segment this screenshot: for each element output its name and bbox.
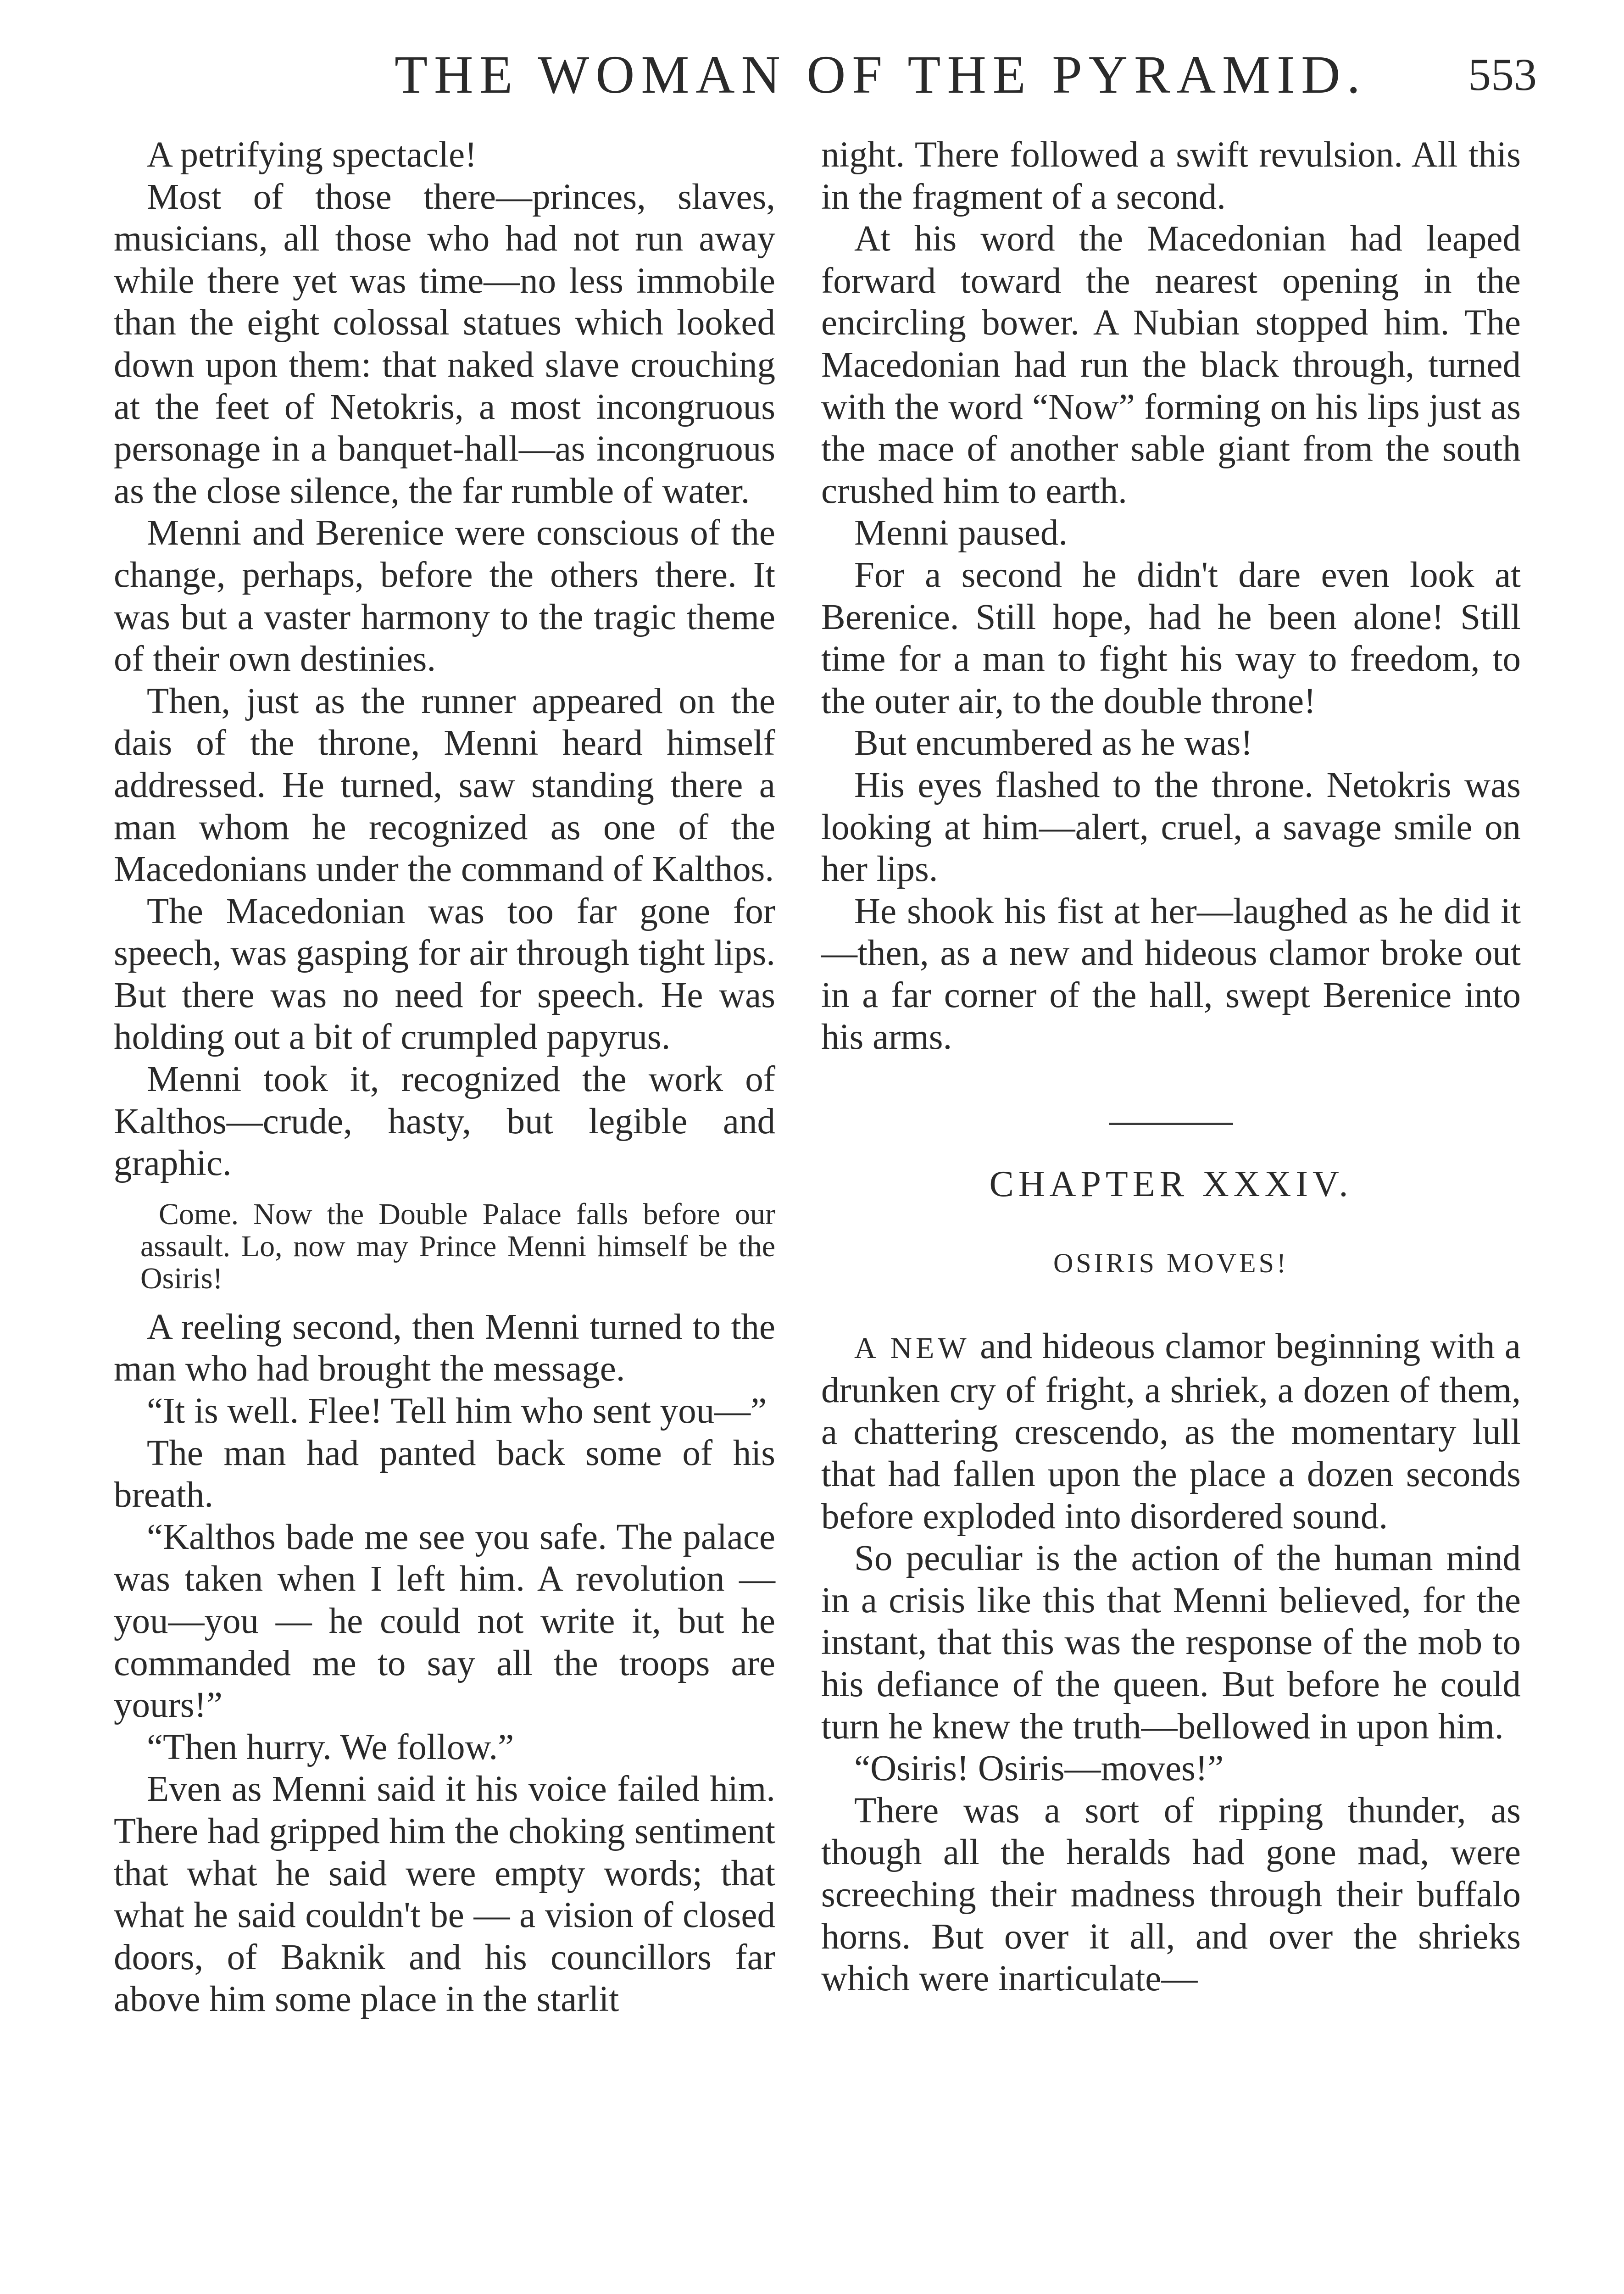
- paragraph: For a second he didn't dare even look at Berenice. Still hope, had he been alone! Still time for a man to fight his way to freedom, to the outer air, to the double throne!: [821, 555, 1521, 721]
- paragraph: Even as Menni said it his voice failed him. There had gripped him the choking sentiment that what he said were empty words; that what he said couldn't be — a vision of closed doors, of Baknik and his councillors far above him some place in the starlit: [114, 1769, 775, 2020]
- paragraph: “Osiris! Osiris—moves!”: [854, 1748, 1224, 1789]
- chapter-subtitle: OSIRIS MOVES!: [1053, 1247, 1289, 1278]
- paragraph: “Then hurry. We follow.”: [147, 1727, 514, 1767]
- paragraph: Menni paused.: [854, 513, 1068, 553]
- left-column: [114, 134, 775, 2021]
- paragraph: The man had panted back some of his breath.: [114, 1433, 775, 1515]
- paragraph: Most of those there—princes, slaves, musicians, all those who had not run away while there yet was time—no less immobile than the eight colossal statues which looked down upon them: that naked slave crouching at the feet of Netokris, a most incongruous personage in a banquet-hall—as incongruous as the close silence, the far rumble of water.: [114, 177, 775, 511]
- paragraph: So peculiar is the action of the human mind in a crisis like this that Menni believed, for the instant, that this was the response of the mob to his defiance of the queen. But before he could turn he knew the truth—bellowed in upon him.: [821, 1538, 1521, 1747]
- paragraph-continuation: night. There followed a swift revulsion. All this in the fragment of a second.: [821, 135, 1521, 217]
- paragraph: A petrifying spectacle!: [147, 135, 477, 175]
- paragraph: Menni took it, recognized the work of Kalthos—crude, hasty, but legible and graphic.: [114, 1059, 775, 1184]
- paragraph: But encumbered as he was!: [854, 723, 1253, 763]
- paragraph: Menni and Berenice were conscious of the change, perhaps, before the others there. It was but a vaster harmony to the tragic theme of their own destinies.: [114, 513, 775, 679]
- paragraph: “It is well. Flee! Tell him who sent you—”: [147, 1391, 767, 1431]
- opening-text: and hideous clamor beginning with a drunken cry of fright, a shriek, a dozen of them, a chattering crescendo, as the momentary lull that had fallen upon the place a dozen seconds before exploded into disordered sound.: [821, 1326, 1521, 1537]
- running-title: THE WOMAN OF THE PYRAMID.: [395, 45, 1367, 105]
- paragraph: He shook his fist at her—laughed as he did it—then, as a new and hideous clamor broke out in a far corner of the hall, swept Berenice into his arms.: [821, 891, 1521, 1058]
- chapter-title: CHAPTER XXXIV.: [989, 1164, 1353, 1205]
- quote-text: Come. Now the Double Palace falls before our assault. Lo, now may Prince Menni himself be the Osiris!: [140, 1197, 775, 1295]
- paragraph: Then, just as the runner appeared on the dais of the throne, Menni heard himself addressed. He turned, saw standing there a man whom he recognized as one of the Macedonians under the command of Kalthos.: [114, 681, 775, 890]
- section-divider: [1109, 1123, 1233, 1125]
- paragraph: There was a sort of ripping thunder, as though all the heralds had gone mad, were screeching their madness through their buffalo horns. But over it all, and over the shrieks which were inarticulate—: [821, 1790, 1521, 1999]
- chapter-opening-paragraph: [821, 1325, 1521, 1537]
- block-quote: [114, 1198, 775, 1295]
- right-column: [821, 134, 1521, 2000]
- page-header: [133, 44, 1537, 108]
- page-number: 553: [1468, 49, 1537, 100]
- paragraph: “Kalthos bade me see you safe. The palace was taken when I left him. A revolution — you—you — he could not write it, but he commanded me to say all the troops are yours!”: [114, 1517, 775, 1726]
- paragraph: At his word the Macedonian had leaped forward toward the nearest opening in the encircling bower. A Nubian stopped him. The Macedonian had run the black through, turned with the word “Now” forming on his lips just as the mace of another sable giant from the south crushed him to earth.: [821, 219, 1521, 511]
- paragraph: A reeling second, then Menni turned to the man who had brought the message.: [114, 1307, 775, 1389]
- paragraph: The Macedonian was too far gone for speech, was gasping for air through tight lips. But there was no need for speech. He was holding out a bit of crumpled papyrus.: [114, 891, 775, 1058]
- paragraph: His eyes flashed to the throne. Netokris was looking at him—alert, cruel, a savage smile on her lips.: [821, 765, 1521, 890]
- opening-smallcaps: A NEW: [854, 1331, 970, 1365]
